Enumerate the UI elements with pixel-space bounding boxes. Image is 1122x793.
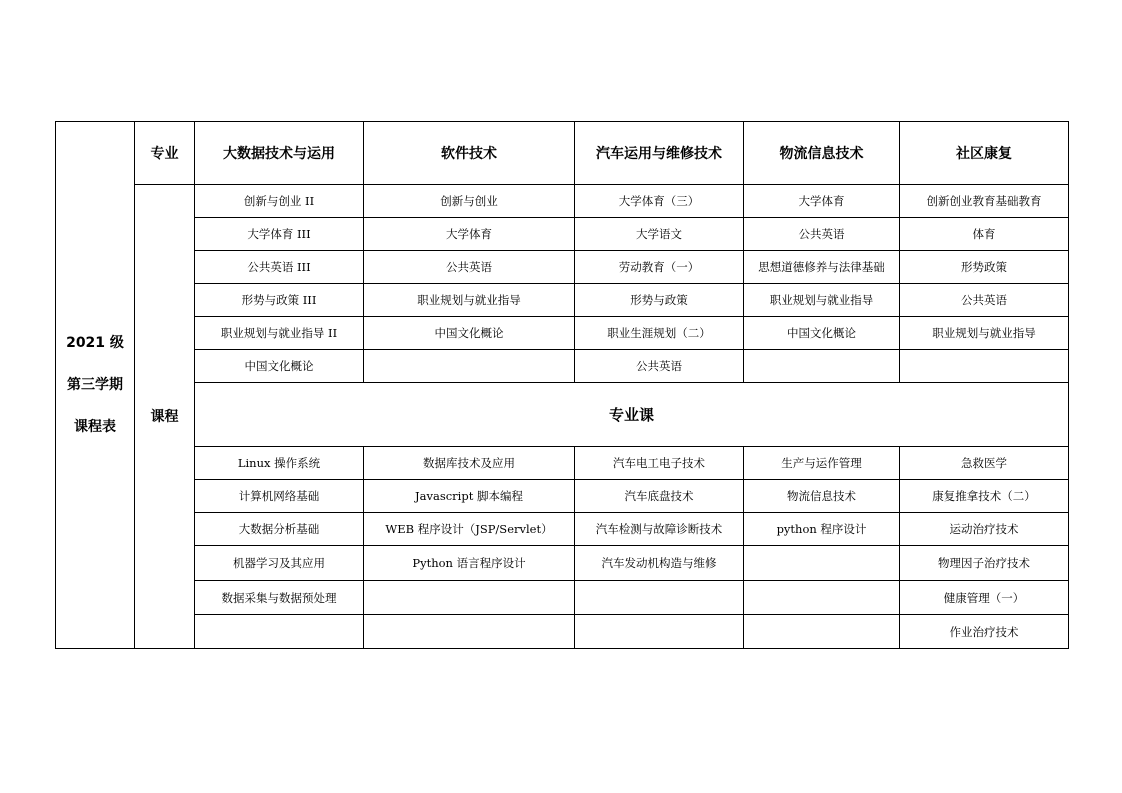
table-row — [56, 615, 1069, 649]
professional-divider-row — [56, 383, 1069, 447]
course-cell: 公共英语 — [744, 218, 900, 251]
course-cell — [195, 615, 364, 649]
major-header: 社区康复 — [900, 122, 1069, 185]
course-cell: 汽车底盘技术 — [575, 480, 744, 513]
major-header: 汽车运用与维修技术 — [575, 122, 744, 185]
table-row — [56, 513, 1069, 546]
course-cell — [744, 546, 900, 581]
course-cell — [900, 350, 1069, 383]
course-cell — [575, 615, 744, 649]
course-cell: 公共英语 — [575, 350, 744, 383]
course-cell: 公共英语 III — [195, 251, 364, 284]
course-cell: 公共英语 — [900, 284, 1069, 317]
course-cell — [364, 581, 575, 615]
table-row — [56, 480, 1069, 513]
course-label-cell: 课程 — [135, 185, 195, 649]
course-cell: 形势与政策 — [575, 284, 744, 317]
course-cell: 急救医学 — [900, 447, 1069, 480]
course-cell: 作业治疗技术 — [900, 615, 1069, 649]
course-cell: 职业规划与就业指导 — [900, 317, 1069, 350]
course-cell: 中国文化概论 — [364, 317, 575, 350]
course-cell: 职业规划与就业指导 — [364, 284, 575, 317]
course-cell: 物理因子治疗技术 — [900, 546, 1069, 581]
course-cell — [575, 581, 744, 615]
table-row — [56, 447, 1069, 480]
course-cell: 物流信息技术 — [744, 480, 900, 513]
course-cell: 创新创业教育基础教育 — [900, 185, 1069, 218]
course-cell: 体育 — [900, 218, 1069, 251]
course-cell: 中国文化概论 — [744, 317, 900, 350]
course-cell: Python 语言程序设计 — [364, 546, 575, 581]
course-cell: 计算机网络基础 — [195, 480, 364, 513]
course-cell: 汽车电工电子技术 — [575, 447, 744, 480]
term-title-semester: 第三学期 — [67, 377, 123, 393]
table-row — [56, 581, 1069, 615]
course-cell: 大数据分析基础 — [195, 513, 364, 546]
course-schedule-table — [55, 121, 1069, 649]
course-cell: 大学体育 — [744, 185, 900, 218]
major-header: 物流信息技术 — [744, 122, 900, 185]
course-cell: 形势与政策 III — [195, 284, 364, 317]
course-cell: Javascript 脚本编程 — [364, 480, 575, 513]
course-cell: 职业规划与就业指导 — [744, 284, 900, 317]
course-cell: 创新与创业 II — [195, 185, 364, 218]
course-cell: 康复推拿技术（二） — [900, 480, 1069, 513]
table-row — [56, 251, 1069, 284]
term-title-year: 2021 级 — [66, 335, 124, 351]
major-header: 大数据技术与运用 — [195, 122, 364, 185]
table-body — [56, 122, 1069, 649]
major-header: 软件技术 — [364, 122, 575, 185]
course-cell: 运动治疗技术 — [900, 513, 1069, 546]
course-cell — [364, 350, 575, 383]
table-row — [56, 546, 1069, 581]
course-cell: 大学体育（三） — [575, 185, 744, 218]
term-title-cell — [56, 122, 135, 649]
table-row — [56, 284, 1069, 317]
course-cell: WEB 程序设计（JSP/Servlet） — [364, 513, 575, 546]
course-cell: 创新与创业 — [364, 185, 575, 218]
course-cell: 生产与运作管理 — [744, 447, 900, 480]
table-row — [56, 350, 1069, 383]
table-row — [56, 218, 1069, 251]
course-cell: 大学体育 III — [195, 218, 364, 251]
course-cell: 数据库技术及应用 — [364, 447, 575, 480]
course-cell: 数据采集与数据预处理 — [195, 581, 364, 615]
term-title-schedule: 课程表 — [74, 419, 116, 435]
course-cell — [744, 581, 900, 615]
course-cell: 劳动教育（一） — [575, 251, 744, 284]
course-cell: 健康管理（一） — [900, 581, 1069, 615]
course-cell: 机器学习及其应用 — [195, 546, 364, 581]
course-cell: 形势政策 — [900, 251, 1069, 284]
course-cell: python 程序设计 — [744, 513, 900, 546]
course-cell: 中国文化概论 — [195, 350, 364, 383]
course-cell: 公共英语 — [364, 251, 575, 284]
course-cell: 职业规划与就业指导 II — [195, 317, 364, 350]
major-header-label: 专业 — [135, 122, 195, 185]
course-cell — [744, 615, 900, 649]
table-row — [56, 317, 1069, 350]
course-cell: 大学语文 — [575, 218, 744, 251]
header-row — [56, 122, 1069, 185]
course-cell: 思想道德修养与法律基础 — [744, 251, 900, 284]
course-cell — [364, 615, 575, 649]
course-cell: 大学体育 — [364, 218, 575, 251]
course-cell: 职业生涯规划（二） — [575, 317, 744, 350]
table-row — [56, 185, 1069, 218]
course-cell — [744, 350, 900, 383]
course-cell: Linux 操作系统 — [195, 447, 364, 480]
course-cell: 汽车发动机构造与维修 — [575, 546, 744, 581]
course-cell: 汽车检测与故障诊断技术 — [575, 513, 744, 546]
professional-courses-heading: 专业课 — [195, 383, 1069, 447]
